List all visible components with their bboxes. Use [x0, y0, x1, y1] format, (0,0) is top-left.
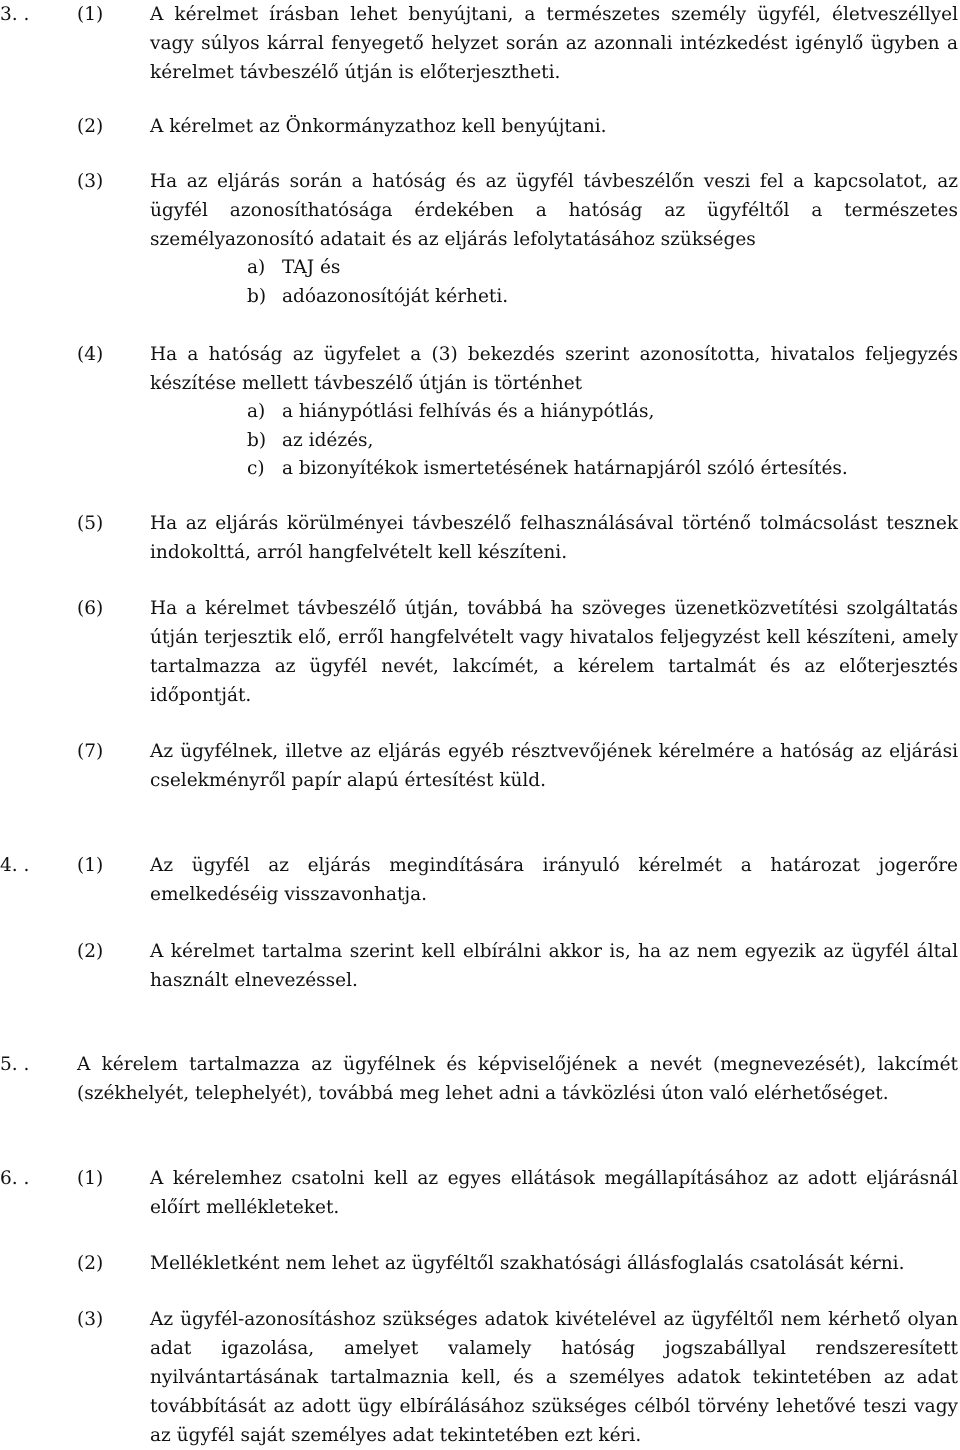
list-item-text: a hiánypótlási felhívás és a hiánypótlás,: [282, 401, 655, 422]
list-item: [247, 282, 508, 311]
paragraph-number: (7): [77, 741, 104, 762]
paragraph-number: (1): [77, 855, 104, 876]
paragraph-text: Ha az eljárás körülményei távbeszélő felhasználásával történő tolmácsolást tesznek indokolttá, arról hangfelvételt kell készíteni.: [150, 513, 958, 563]
paragraph-number: (2): [77, 116, 104, 137]
list-item-text: adóazonosítóját kérheti.: [282, 286, 509, 307]
paragraph-text: Ha a hatóság az ügyfelet a (3) bekezdés szerint azonosította, hivatalos feljegyzés készítése mellett távbeszélő útján is történhet: [150, 344, 958, 394]
paragraph-number: (6): [77, 598, 104, 619]
paragraph-text: A kérelem tartalmazza az ügyfélnek és képviselőjének a nevét (megnevezését), lakcímét (székhelyét, telephelyét), továbbá meg lehet adni a távközlési úton való elérhetőséget.: [77, 1054, 958, 1104]
paragraph-text: Az ügyfél az eljárás megindítására irányuló kérelmét a határozat jogerőre emelkedéséig visszavonhatja.: [150, 855, 958, 905]
section-number: 5. .: [0, 1054, 30, 1075]
list-item-label: b): [247, 286, 267, 307]
paragraph-number: (3): [77, 1309, 104, 1330]
paragraph-number: (3): [77, 171, 104, 192]
list-item-text: TAJ és: [282, 257, 341, 278]
paragraph-number: (1): [77, 1168, 104, 1189]
list-item: [247, 397, 654, 426]
paragraph-text: A kérelemhez csatolni kell az egyes ellátások megállapításához az adott eljárásnál előírt mellékleteket.: [150, 1168, 958, 1218]
paragraph-number: (1): [77, 4, 104, 25]
list-item-text: a bizonyítékok ismertetésének határnapjáról szóló értesítés.: [282, 458, 848, 479]
paragraph-number: (4): [77, 344, 104, 365]
list-item: [247, 454, 848, 483]
paragraph-number: (5): [77, 513, 104, 534]
section-number: 4. .: [0, 855, 30, 876]
list-item-label: a): [247, 257, 266, 278]
list-item: [247, 253, 340, 282]
list-item-label: a): [247, 401, 266, 422]
list-item-text: az idézés,: [282, 430, 374, 451]
paragraph-text: Mellékletként nem lehet az ügyféltől szakhatósági állásfoglalás csatolását kérni.: [150, 1253, 905, 1274]
paragraph-text: Az ügyfél-azonosításhoz szükséges adatok kivételével az ügyféltől nem kérhető olyan adat igazolása, amelyet valamely hatóság jogszabállyal rendszeresített nyilvántartásának tartalmaznia kell, és a személyes adatok tekintetében az adat továbbítását az adott ügy elbírálásához szükséges célból törvény lehetővé teszi vagy az ügyfél saját személyes adat tekintetében ezt kéri.: [150, 1309, 958, 1446]
list-item: [247, 426, 373, 455]
paragraph-number: (2): [77, 941, 104, 962]
paragraph-text: A kérelmet tartalma szerint kell elbírálni akkor is, ha az nem egyezik az ügyfél által használt elnevezéssel.: [150, 941, 958, 991]
paragraph-text: Az ügyfélnek, illetve az eljárás egyéb résztvevőjének kérelmére a hatóság az eljárási cselekményről papír alapú értesítést küld.: [150, 741, 958, 791]
paragraph-text: Ha az eljárás során a hatóság és az ügyfél távbeszélőn veszi fel a kapcsolatot, az ügyfél azonosíthatósága érdekében a hatóság az ügyféltől a természetes személyazonosító adatait és az eljárás lefolytatásához szükséges: [150, 171, 958, 250]
paragraph-text: A kérelmet írásban lehet benyújtani, a természetes személy ügyfél, életveszéllyel vagy súlyos kárral fenyegető helyzet során az azonnali intézkedést igénylő ügyben a kérelmet távbeszélő útján is előterjesztheti.: [150, 4, 958, 83]
paragraph-text: A kérelmet az Önkormányzathoz kell benyújtani.: [150, 116, 607, 137]
list-item-label: b): [247, 430, 267, 451]
paragraph-text: Ha a kérelmet távbeszélő útján, továbbá ha szöveges üzenetközvetítési szolgáltatás útján terjesztik elő, erről hangfelvételt vagy hivatalos feljegyzést kell készíteni, amely tartalmazza az ügyfél nevét, lakcímét, a kérelem tartalmát és az előterjesztés időpontját.: [150, 598, 958, 706]
section-number: 3. .: [0, 4, 30, 25]
section-number: 6. .: [0, 1168, 30, 1189]
paragraph-number: (2): [77, 1253, 104, 1274]
list-item-label: c): [247, 458, 265, 479]
